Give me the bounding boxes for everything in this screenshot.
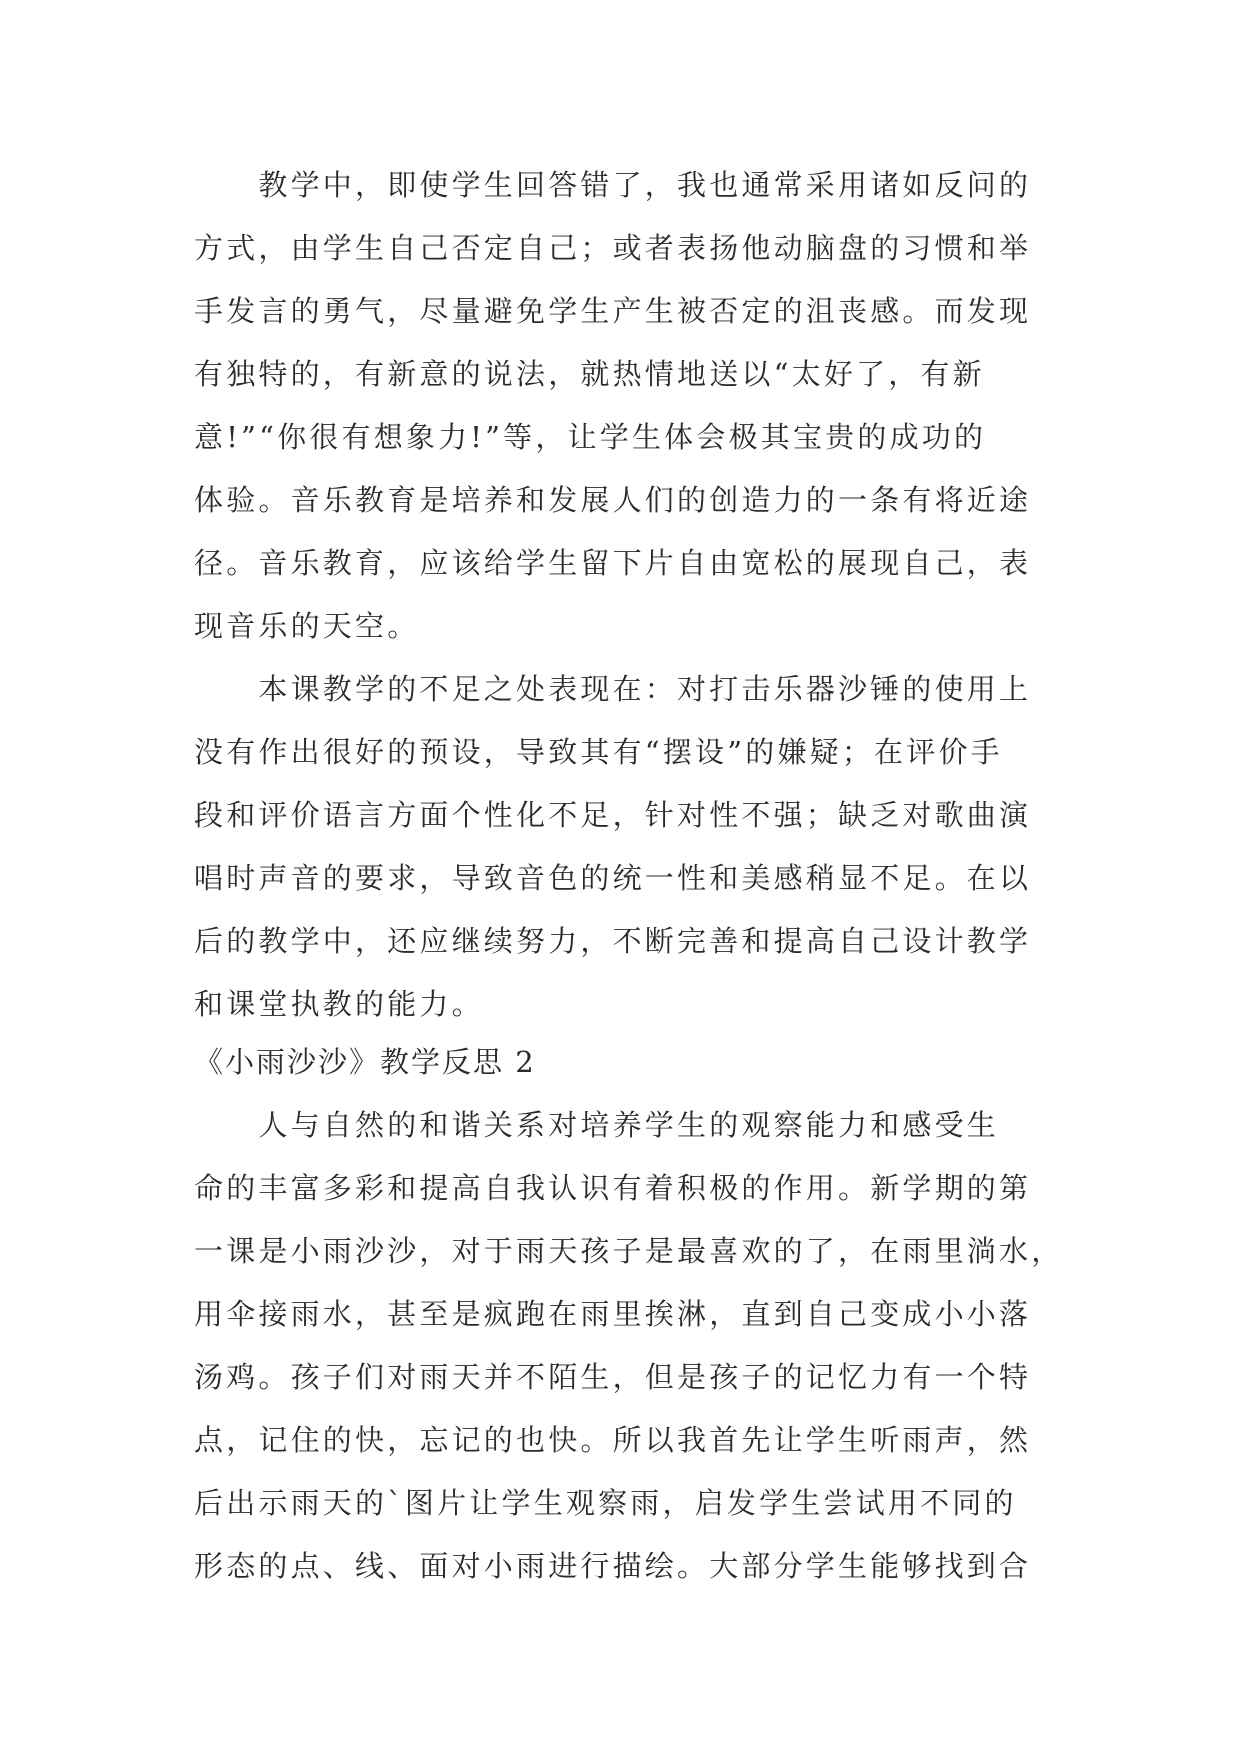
paragraph-line: 汤鸡。孩子们对雨天并不陌生，但是孩子的记忆力有一个特 (194, 1360, 1032, 1394)
paragraph-line: 后的教学中，还应继续努力，不断完善和提高自己设计教学 (194, 924, 1032, 958)
paragraph-line: 形态的点、线、面对小雨进行描绘。大部分学生能够找到合 (194, 1549, 1032, 1583)
paragraph-line: 和课堂执教的能力。 (194, 987, 484, 1021)
paragraph-line: 段和评价语言方面个性化不足，针对性不强；缺乏对歌曲演 (194, 798, 1032, 832)
paragraph-line: 点，记住的快，忘记的也快。所以我首先让学生听雨声，然 (194, 1423, 1032, 1457)
paragraph-line: 没有作出很好的预设，导致其有“摆设”的嫌疑；在评价手 (194, 735, 1003, 769)
paragraph-line: 本课教学的不足之处表现在：对打击乐器沙锤的使用上 (194, 672, 1032, 706)
paragraph-line: 命的丰富多彩和提高自我认识有着积极的作用。新学期的第 (194, 1171, 1032, 1205)
paragraph-line: 教学中，即使学生回答错了，我也通常采用诸如反问的 (194, 168, 1032, 202)
paragraph-line: 一课是小雨沙沙，对于雨天孩子是最喜欢的了，在雨里淌水， (194, 1234, 1064, 1268)
section-title: 《小雨沙沙》教学反思 2 (194, 1045, 536, 1079)
paragraph-line: 手发言的勇气，尽量避免学生产生被否定的沮丧感。而发现 (194, 294, 1032, 328)
paragraph-line: 径。音乐教育，应该给学生留下片自由宽松的展现自己，表 (194, 546, 1032, 580)
paragraph-line: 意!”“你很有想象力!”等，让学生体会极其宝贵的成功的 (194, 420, 987, 454)
paragraph-line: 人与自然的和谐关系对培养学生的观察能力和感受生 (194, 1108, 1000, 1142)
paragraph-line: 现音乐的天空。 (194, 609, 420, 643)
paragraph-line: 后出示雨天的`图片让学生观察雨，启发学生尝试用不同的 (194, 1486, 1017, 1520)
paragraph-line: 方式，由学生自己否定自己；或者表扬他动脑盘的习惯和举 (194, 231, 1032, 265)
paragraph-line: 体验。音乐教育是培养和发展人们的创造力的一条有将近途 (194, 483, 1032, 517)
paragraph-line: 有独特的，有新意的说法，就热情地送以“太好了，有新 (194, 357, 985, 391)
paragraph-line: 唱时声音的要求，导致音色的统一性和美感稍显不足。在以 (194, 861, 1032, 895)
paragraph-line: 用伞接雨水，甚至是疯跑在雨里挨淋，直到自己变成小小落 (194, 1297, 1032, 1331)
